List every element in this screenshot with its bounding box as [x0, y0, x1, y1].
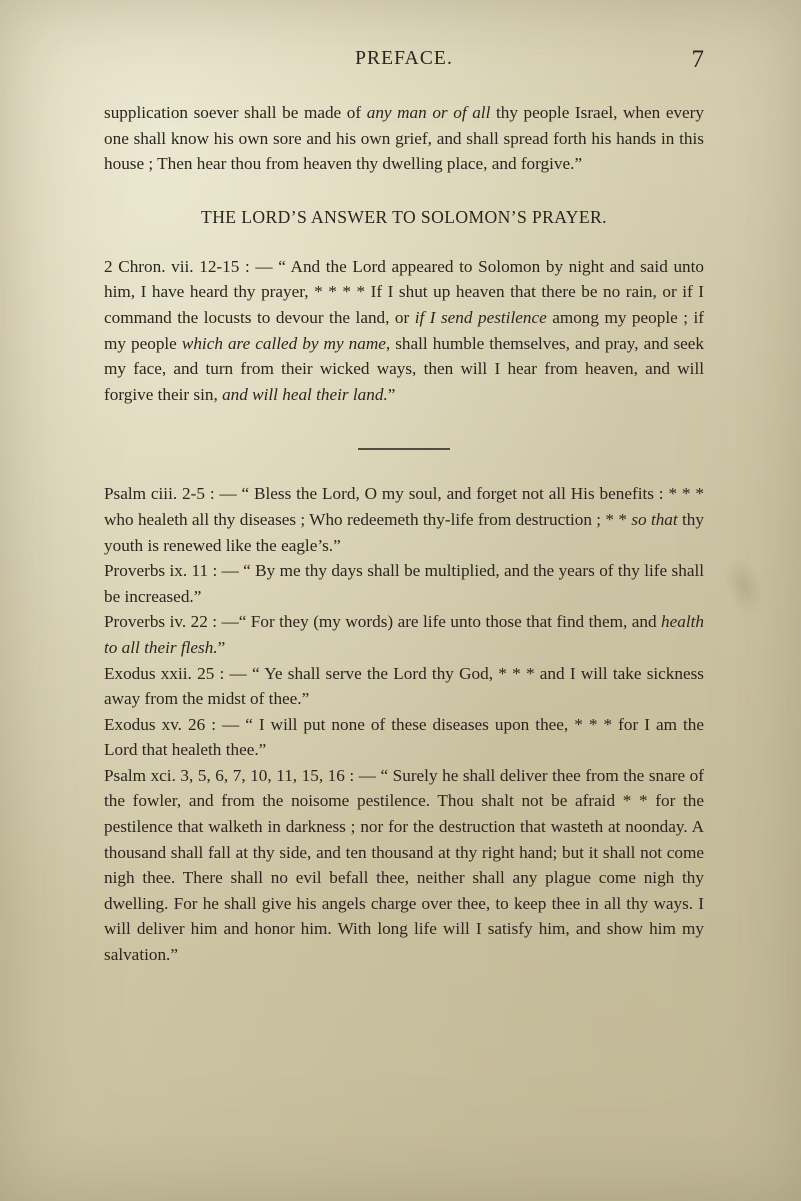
divider-rule — [358, 448, 450, 450]
verse-exodus-xxii: Exodus xxii. 25 : — “ Ye shall serve the Lord thy God, * * * and I will take sickness away from the midst of thee.” — [104, 663, 704, 709]
paper-smudge — [718, 552, 771, 620]
scripture-quotation-list — [104, 481, 704, 967]
section-divider — [104, 437, 704, 455]
paragraph-2-chronicles: 2 Chron. vii. 12-15 : — “ And the Lord appeared to Solomon by night and said unto him, I have heard thy prayer, * * * * If I shut up heaven that there be no rain, or if I command the locusts to devour the land, or if I send pestilence among my people ; if my people which are called by my name, shall humble themselves, and pray, and seek my face, and turn from their wicked ways, then will I hear from heaven, and will forgive their sin, and will heal their land.” — [104, 256, 704, 404]
page-content — [104, 48, 704, 968]
section-heading: THE LORD’S ANSWER TO SOLOMON’S PRAYER. — [201, 206, 607, 227]
verse-proverbs-ix: Proverbs ix. 11 : — “ By me thy days shall be multiplied, and the years of thy life shall be increased.” — [104, 561, 704, 606]
verse-psalm-xci: Psalm xci. 3, 5, 6, 7, 10, 11, 15, 16 : — “ Surely he shall deliver thee from the snare of the fowler, and from the noisome pestilence. Thou shalt not be afraid * * for the pestilence that walketh in darkness ; nor for the destruction that wasteth at noonday. A thousand shall fall at thy side, and ten thousand at thy right hand; but it shall not come nigh thee. There shall no evil befall thee, neither shall any plague come nigh thy dwelling. For he shall give his angels charge over thee, to keep thee in all thy ways. I will deliver him and honor him. With long life will I satisfy him, and show him my salvation.” — [104, 765, 704, 965]
page-header — [104, 48, 704, 82]
verse-exodus-xv: Exodus xv. 26 : — “ I will put none of these diseases upon thee, * * * for I am the Lord that healeth thee.” — [104, 714, 704, 760]
verse-proverbs-iv: Proverbs iv. 22 : —“ For they (my words) are life unto those that find them, and health to all their flesh.” — [104, 612, 704, 657]
verse-psalm-ciii: Psalm ciii. 2-5 : — “ Bless the Lord, O my soul, and forget not all His benefits : * * * who healeth all thy diseases ; Who redeemeth thy-life from destruction ; * * so that thy youth is renewed like the eagle’s.” — [104, 484, 704, 555]
running-head: PREFACE. — [355, 48, 453, 69]
page-number: 7 — [691, 46, 704, 73]
paragraph-supplication: supplication soever shall be made of any man or of all thy people Israel, when every one shall know his own sore and his own grief, and shall spread forth his hands in this house ; Then hear thou from heaven thy dwelling place, and forgive.” — [104, 103, 704, 174]
